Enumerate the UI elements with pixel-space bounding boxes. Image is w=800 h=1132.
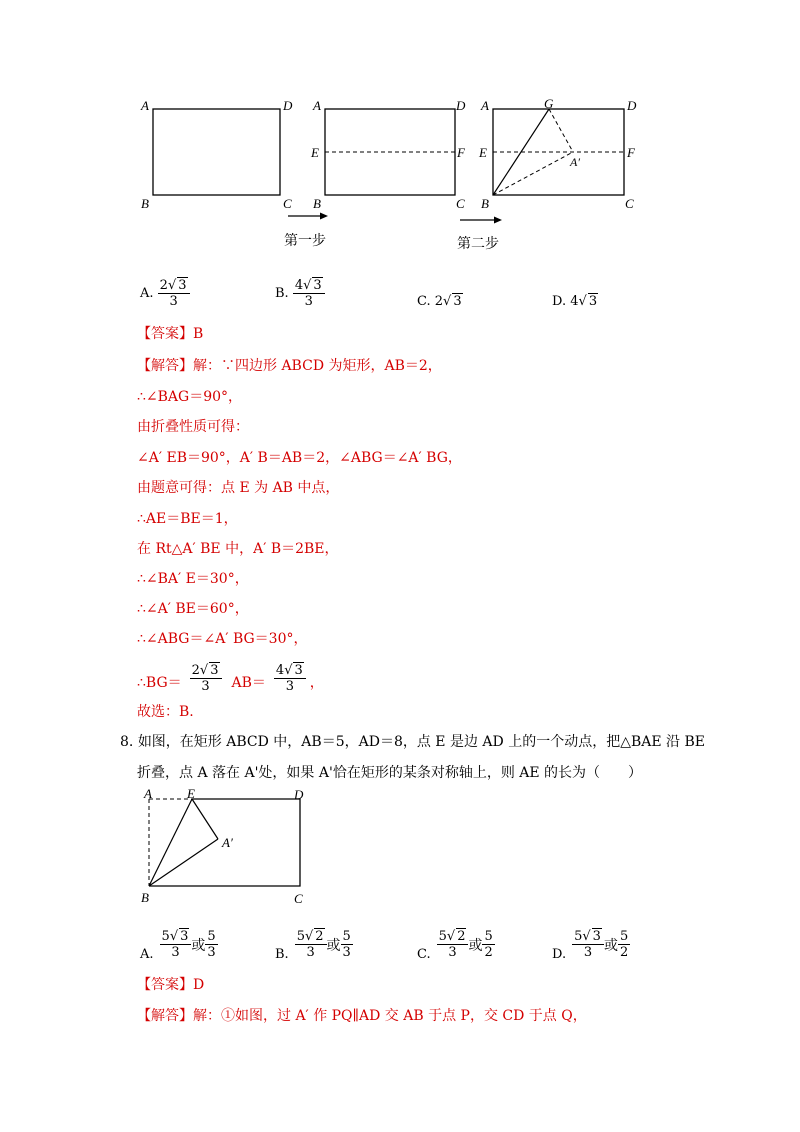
or-word: 或 [468, 937, 483, 954]
frac-radicand: 3 [313, 278, 322, 293]
ab-label: AB＝ [231, 675, 266, 691]
solution-tag: 【解答】 [137, 1008, 193, 1024]
option-letter: C. [417, 294, 431, 309]
option-letter: A. [140, 286, 154, 301]
solution-text: 解：∵四边形 ABCD 为矩形，AB＝2， [193, 358, 442, 374]
option-letter: B. [275, 947, 289, 962]
label-a: A [313, 98, 321, 113]
q7-choose: 故选：B. [137, 704, 194, 720]
frac-den: 2 [619, 945, 629, 960]
frac-den: 3 [169, 294, 178, 309]
label-d: D [627, 98, 637, 113]
bg-label: ∴BG＝ [137, 675, 182, 691]
frac-radicand: 3 [180, 929, 189, 944]
label-c: C [456, 196, 465, 211]
option-letter: A. [140, 947, 154, 962]
q7-solution-line-4: ∠A′ EB＝90°，A′ B＝AB＝2，∠ABG＝∠A′ BG， [137, 450, 462, 466]
option-fraction-1: $\frac{5√ 3}{3}$ [572, 929, 604, 960]
segment-be [149, 799, 192, 886]
step1-caption: 第一步 [284, 233, 326, 249]
label-f: F [627, 145, 635, 160]
q8-answer [137, 976, 204, 994]
or-word: 或 [603, 937, 618, 954]
solution-text: 解：①如图，过 A′ 作 PQ∥AD 交 AB 于点 P，交 CD 于点 Q， [193, 1008, 587, 1024]
q8-stem-line-2: 折叠，点 A 落在 A'处，如果 A'恰在矩形的某条对称轴上，则 AE 的长为（ ） [137, 765, 643, 781]
q7-answer [137, 325, 203, 343]
q7-option-d: D. 4√ 3 [552, 294, 598, 309]
label-a: A [481, 98, 489, 113]
q7-option-c: C. 2√ 3 [417, 294, 462, 309]
frac-num: 5 [619, 929, 629, 944]
label-c: C [283, 196, 292, 211]
frac-den: 3 [583, 945, 593, 960]
q8-option-b [275, 927, 353, 962]
segment-ba-prime [149, 839, 218, 886]
option-fraction: $\frac{2√ 3}{3}$ [158, 278, 190, 309]
answer-tag: 【答案】 [137, 977, 193, 993]
frac-den: 3 [304, 294, 313, 309]
frac-den: 3 [201, 679, 210, 694]
frac-den: 3 [171, 945, 180, 960]
label-a: A [144, 786, 152, 801]
option-letter: B. [275, 286, 289, 301]
bg-fraction: $\frac{2√ 3}{3}$ [190, 663, 222, 694]
answer-tag: 【答案】 [137, 326, 193, 342]
q7-solution-line-6: ∴AE＝BE＝1， [137, 511, 238, 527]
label-b: B [141, 890, 149, 905]
solution-tag: 【解答】 [137, 358, 193, 374]
option-fraction-1: $\frac{5√ 2}{3}$ [295, 929, 327, 960]
q8-stem-line-1 [120, 733, 705, 751]
q8-solution-line-1 [137, 1007, 587, 1025]
opt-radicand: 3 [588, 294, 598, 309]
opt-radicand: 3 [453, 294, 462, 309]
label-b: B [313, 196, 321, 211]
option-fraction-1: $\frac{5√ 3}{3}$ [160, 929, 192, 960]
frac-radicand: 3 [294, 663, 303, 678]
opt-coef: 2 [434, 294, 444, 309]
q7-solution-line-8: ∴∠BA′ E＝30°， [137, 571, 249, 587]
rect-abcd-1 [153, 109, 280, 195]
frac-radicand: 2 [457, 929, 466, 944]
frac-den: 3 [342, 945, 351, 960]
option-letter: D. [552, 294, 567, 309]
frac-coef: 5 [574, 929, 583, 944]
option-letter: D. [552, 947, 567, 962]
frac-coef: 2 [191, 663, 200, 678]
q7-solution-line-3: 由折叠性质可得： [137, 419, 249, 435]
option-fraction: $\frac{4√ 3}{3}$ [293, 278, 325, 309]
frac-num: 5 [207, 929, 216, 944]
arrow-step1-head [320, 213, 328, 220]
segment-ea-prime [192, 799, 218, 839]
frac-radicand: 3 [210, 663, 219, 678]
option-fraction-2 [618, 929, 630, 960]
option-fraction-2 [482, 929, 494, 960]
stem-text: 如图，在矩形 ABCD 中，AB＝5，AD＝8，点 E 是边 AD 上的一个动点，把△BAE 沿 BE [137, 734, 706, 750]
q7-final-values [137, 650, 324, 694]
step2-caption: 第二步 [457, 236, 499, 252]
q8-option-c [417, 927, 495, 962]
q8-option-a [140, 927, 218, 962]
frac-coef: 4 [294, 278, 304, 293]
answer-value: B [193, 326, 204, 342]
ab-fraction: $\frac{4√ 3}{3}$ [274, 663, 306, 694]
frac-coef: 5 [296, 929, 305, 944]
q7-option-a [140, 278, 190, 309]
q7-solution-line-2: ∴∠BAG＝90°， [137, 389, 243, 405]
frac-coef: 4 [275, 663, 285, 678]
comma: ， [309, 675, 324, 691]
frac-den: 3 [285, 679, 294, 694]
label-d: D [283, 98, 293, 113]
label-g: G [544, 96, 554, 111]
segment-ba-prime [493, 152, 573, 195]
answer-value: D [193, 977, 205, 993]
figure-fold-steps [130, 90, 650, 250]
question-number: 8. [120, 734, 134, 750]
frac-radicand: 2 [315, 929, 324, 944]
frac-radicand: 3 [592, 929, 601, 944]
label-e: E [187, 786, 195, 801]
q7-option-b [275, 278, 325, 309]
frac-den: 3 [448, 945, 457, 960]
label-a-prime: A′ [570, 155, 580, 169]
q7-solution-line-1 [137, 357, 442, 375]
q7-solution-line-5: 由题意可得：点 E 为 AB 中点， [137, 480, 340, 496]
q7-solution-line-9: ∴∠A′ BE＝60°， [137, 601, 249, 617]
segment-ga-prime [549, 109, 573, 152]
q7-solution-line-7: 在 Rt△A′ BE 中，A′ B＝2BE， [137, 541, 339, 557]
arrow-step2-head [494, 217, 502, 224]
frac-num: 5 [342, 929, 351, 944]
option-letter: C. [417, 947, 431, 962]
frac-den: 3 [207, 945, 216, 960]
frac-den: 2 [484, 945, 493, 960]
or-word: 或 [326, 937, 341, 954]
label-c: C [294, 891, 303, 906]
label-b: B [481, 196, 489, 211]
label-b: B [141, 196, 149, 211]
label-d: D [456, 98, 466, 113]
label-a-prime: A′ [222, 835, 233, 850]
frac-den: 3 [306, 945, 315, 960]
label-f: F [457, 145, 465, 160]
label-c: C [625, 196, 634, 211]
label-e: E [479, 145, 487, 160]
frac-coef: 2 [159, 278, 168, 293]
label-d: D [294, 787, 304, 802]
option-fraction-2 [341, 929, 353, 960]
q7-solution-line-10: ∴∠ABG＝∠A′ BG＝30°， [137, 631, 308, 647]
option-fraction-1: $\frac{5√ 2}{3}$ [437, 929, 469, 960]
label-e: E [311, 145, 319, 160]
option-fraction-2 [205, 929, 217, 960]
or-word: 或 [191, 937, 206, 954]
frac-radicand: 3 [178, 278, 187, 293]
label-a: A [141, 98, 149, 113]
q8-option-d [552, 927, 630, 962]
opt-coef: 4 [570, 294, 579, 309]
frac-coef: 5 [438, 929, 447, 944]
frac-coef: 5 [161, 929, 170, 944]
frac-num: 5 [484, 929, 493, 944]
